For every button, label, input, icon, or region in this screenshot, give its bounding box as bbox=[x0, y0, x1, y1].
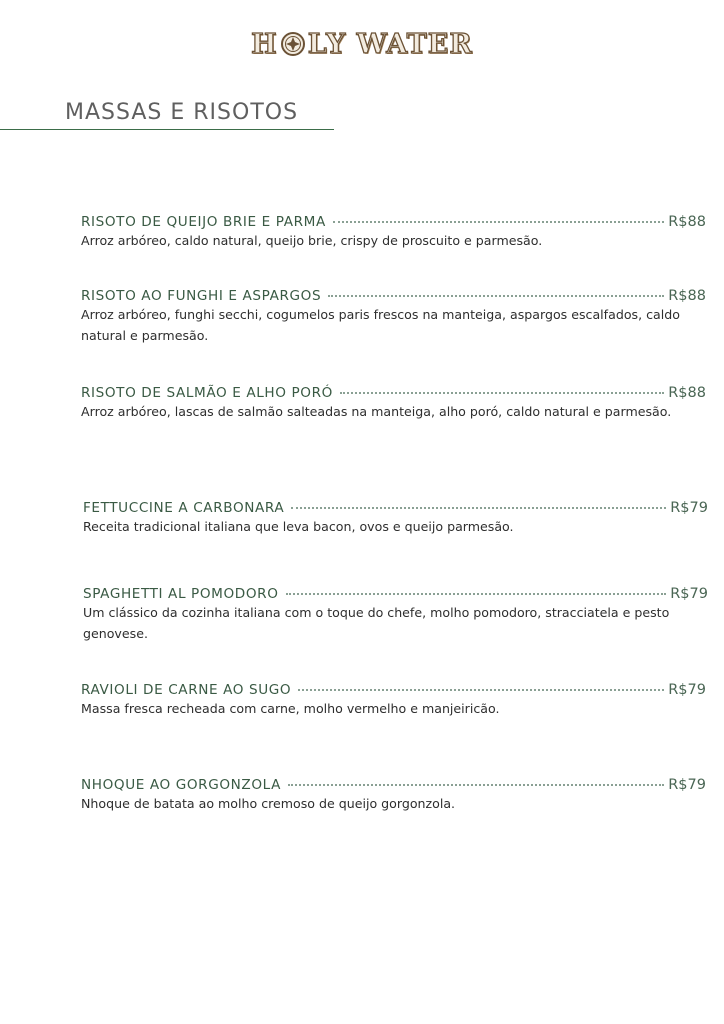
item-name: NHOQUE AO GORGONZOLA bbox=[81, 777, 282, 793]
dotted-leader bbox=[340, 392, 664, 394]
dotted-leader bbox=[328, 295, 664, 297]
item-description: Nhoque de batata ao molho cremoso de queijo gorgonzola. bbox=[81, 796, 456, 811]
brand-logo bbox=[0, 24, 724, 64]
item-name: RAVIOLI DE CARNE AO SUGO bbox=[81, 682, 292, 698]
menu-item bbox=[81, 288, 706, 346]
menu-item bbox=[81, 385, 706, 422]
item-description: Receita tradicional italiana que leva bacon, ovos e queijo parmesão. bbox=[83, 519, 514, 534]
item-name: RISOTO DE QUEIJO BRIE E PARMA bbox=[81, 214, 326, 230]
section-title: MASSAS E RISOTOS bbox=[65, 100, 299, 125]
brand-text-end: ER bbox=[427, 28, 473, 60]
menu-item bbox=[83, 586, 708, 644]
item-description: Um clássico da cozinha italiana com o toque do chefe, molho pomodoro, stracciatela e pesto genovese. bbox=[83, 605, 670, 641]
item-price: R$88 bbox=[668, 385, 706, 401]
menu-item bbox=[81, 214, 706, 251]
item-price: R$79 bbox=[670, 586, 708, 602]
item-description: Arroz arbóreo, lascas de salmão salteadas na manteiga, alho poró, caldo natural e parmesão. bbox=[81, 404, 672, 419]
item-description: Massa fresca recheada com carne, molho vermelho e manjeiricão. bbox=[81, 701, 500, 716]
section-divider bbox=[0, 129, 334, 130]
brand-wordmark bbox=[251, 29, 473, 60]
item-price: R$88 bbox=[668, 214, 706, 230]
dotted-leader bbox=[298, 689, 664, 691]
brand-text-h: H bbox=[251, 28, 278, 60]
brand-text-middle: LY WAT bbox=[307, 28, 428, 60]
item-name: FETTUCCINE A CARBONARA bbox=[83, 500, 285, 516]
dotted-leader bbox=[288, 784, 664, 786]
menu-item bbox=[81, 682, 706, 719]
cross-seal-icon bbox=[280, 31, 306, 57]
item-price: R$79 bbox=[668, 777, 706, 793]
item-name: RISOTO DE SALMÃO E ALHO PORÓ bbox=[81, 385, 333, 401]
item-price: R$88 bbox=[668, 288, 706, 304]
dotted-leader bbox=[291, 507, 666, 509]
item-price: R$79 bbox=[668, 682, 706, 698]
dotted-leader bbox=[333, 221, 664, 223]
menu-item bbox=[81, 777, 706, 814]
dotted-leader bbox=[286, 593, 667, 595]
item-name: RISOTO AO FUNGHI E ASPARGOS bbox=[81, 288, 322, 304]
item-description: Arroz arbóreo, funghi secchi, cogumelos paris frescos na manteiga, aspargos escalfados, caldo natural e parmesão. bbox=[81, 307, 680, 343]
menu-item bbox=[83, 500, 708, 537]
item-price: R$79 bbox=[670, 500, 708, 516]
item-description: Arroz arbóreo, caldo natural, queijo brie, crispy de proscuito e parmesão. bbox=[81, 233, 543, 248]
item-name: SPAGHETTI AL POMODORO bbox=[83, 586, 279, 602]
